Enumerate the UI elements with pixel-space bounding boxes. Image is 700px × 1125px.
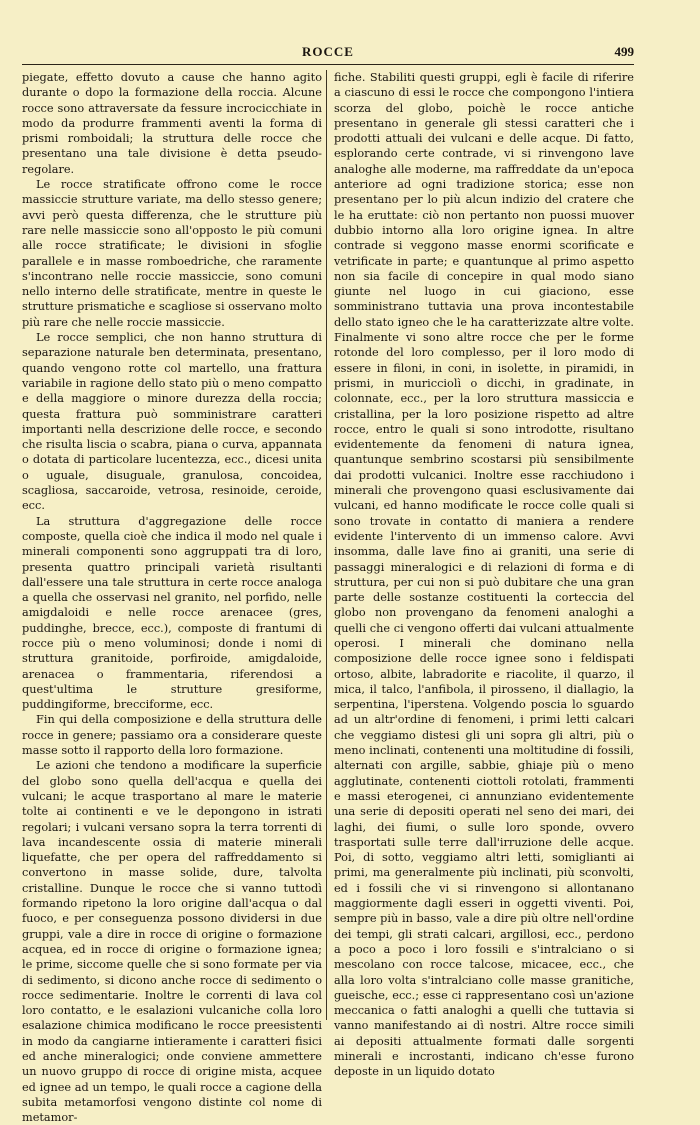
paragraph: Le rocce semplici, che non hanno struttura di separazione naturale ben determinata, presentano, quando vengono rotte col martello, una frattura variabile in ragione dello stato più o meno compatto e della maggiore o minore durezza della roccia; questa frattura può somministrare caratteri importanti nella descrizione delle rocce, e secondo che risulta liscia o scabra, piana o curva, appannata o dotata di particolare lucentezza, ecc., dicesi unita o uguale, disuguale, granulosa, concoidea, scagliosa, saccaroide, vetrosa, resinoide, ceroide, ecc. xyxy=(22,331,322,513)
page-number: 499 xyxy=(614,44,634,59)
paragraph: fiche. Stabiliti questi gruppi, egli è facile di riferire a ciascuno di essi le rocce che compongono l'intiera scorza del globo, poichè le rocce antiche presentano in generale gli stessi caratteri che i prodotti attuali dei vulcani e delle acque. Di fatto, esplorando certe contrade, vi si rinvengono lave analoghe alle moderne, ma raffreddate da un'epoca anteriore ad ogni tradizione storica; esse non presentano per lo più alcun indizio del cratere che le ha eruttate: ciò non pertanto non puossi muover dubbio intorno alla loro origine ignea. In altre contrade si veggono masse enormi scorificate e vetrificate in parte; e quantunque al primo aspetto non sia facile di concepire in qual modo siano giunte nel luogo in cui giaciono, esse somministrano tuttavia una prova incontestabile dello stato igneo che le ha caratterizzate altre volte. Finalmente vi sono altre rocce che per le forme rotonde del loro complesso, per il loro modo di essere in filoni, in coni, in isolette, in piramidi, in prismi, in muricciolì o dicchi, in gradinate, in colonnate, ecc., per la loro struttura massiccia e cristallina, per la loro posizione rispetto ad altre rocce, entro le quali si sono introdotte, risultano evidentemente da fenomeni di natura ignea, quantunque sembrino scostarsi più sensibilmente dai prodotti vulcanici. Inoltre esse racchiudono i minerali che provengono quasi esclusivamente dai vulcani, ed hanno modificate le rocce colle quali si sono trovate in contatto di maniera a rendere evidente l'intervento di un immenso calore. Avvi insomma, dalle lave fino ai graniti, una serie di passaggi mineralogici e di relazioni di forma e di struttura, per cui non si può dubitare che una gran parte delle sostanze costituenti la corteccia del globo non provengano da fenomeni analoghi a quelli che ci vengono offerti dai vulcani attualmente operosi. I minerali che dominano nella composizione delle rocce ignee sono i feldispati ortoso, albite, labradorite e riacolite, il quarzo, il mica, il talco, l'anfibola, il pirosseno, il diallagio, la serpentina, l'iperstena. Volgendo poscia lo sguardo ad un altr'ordine di fenomeni, i primi letti calcari che veggiamo distesi gli uni sopra gli altri, più o meno inclinati, contenenti una moltitudine di fossili, alternati con argille, sabbie, ghiaje più o meno agglutinate, contenenti ciottoli rotolati, frammenti e massi eterogenei, ci annunziano evidentemente una serie di depositi operati nel seno dei mari, dei laghi, dei fiumi, o sulle loro sponde, ovvero trasportati sulle terre dall'irruzione delle acque. Poi, di sotto, veggiamo altri letti, somiglianti ai primi, ma generalmente più inclinati, più sconvolti, ed i fossili che vi si rinvengono si allontanano maggiormente dagli esseri in oggetti viventi. Poi, sempre più in basso, vale a dire più oltre nell'ordine dei tempi, gli strati calcari, argillosi, ecc., perdono a poco a poco i loro fossili e s'intralciano o si mescolano con rocce talcose, micacee, ecc., che alla loro volta s'intralciano colle masse granitiche, gueische, ecc.; esse ci rappresentano così un'azione meccanica o fatti analoghi a quelli che tuttavia si vanno manifestando ai dì nostri. Altre rocce simili ai depositi attualmente formati dalle sorgenti minerali e incrostanti, indicano ch'esse furono deposte in un liquido dotato xyxy=(334,71,634,1079)
paragraph: La struttura d'aggregazione delle rocce composte, quella cioè che indica il modo nel quale i minerali componenti sono aggruppati tra di loro, presenta quattro principali varietà risultanti dall'essere una tale struttura in certe rocce analoga a quella che osservasi nel granito, nel porfido, nelle amigdaloidi e nelle rocce arenacee (gres, puddinghe, brecce, ecc.), composte di frantumi di rocce più o meno voluminosi; donde i nomi di struttura granitoide, porfiroide, amigdaloide, arenacea o frammentaria, riferendosi a quest'ultima le strutture gresiforme, puddingiforme, brecciforme, ecc. xyxy=(22,514,322,712)
paragraph: Le rocce stratificate offrono come le rocce massiccie strutture variate, ma dello stesso genere; avvi però questa differenza, che le strutture più rare nelle massiccie sono all'opposto le più comuni alle rocce stratificate; le divisioni in sfoglie parallele e in masse romboedriche, che raramente s'incontrano nelle roccie massiccie, sono comuni nello interno delle stratificate, mentre in queste le strutture prismatiche e scagliose si osservano molto più rare che nelle roccie massiccie. xyxy=(22,178,322,329)
left-column xyxy=(22,70,322,1125)
header-rule xyxy=(22,64,634,65)
paragraph: piegate, effetto dovuto a cause che hanno agito durante o dopo la formazione della roccia. Alcune rocce sono attraversate da fessure incrocicchiate in modo da produrre frammenti aventi la forma di prismi romboidali; la struttura delle rocce che presentano una tale divisione è detta pseudo-regolare. xyxy=(22,71,322,176)
running-head: ROCCE xyxy=(302,44,354,59)
paragraph: Le azioni che tendono a modificare la superficie del globo sono quella dell'acqua e quella dei vulcani; le acque trasportano al mare le materie tolte ai continenti e ve le depongono in istrati regolari; i vulcani versano sopra la terra torrenti di lava incandescente ossia di materie minerali liquefatte, che per opera del raffreddamento si convertono in masse solide, dure, talvolta cristalline. Dunque le rocce che si vanno tuttodì formando ripetono la loro origine dall'acqua o dal fuoco, e per conseguenza possono dividersi in due gruppi, vale a dire in rocce di origine o formazione acquea, ed in rocce di origine o formazione ignea; le prime, siccome quelle che si sono formate per via di sedimento, si dicono anche rocce di sedimento o rocce sedimentarie. Inoltre le correnti di lava col loro contatto, e le esalazioni vulcaniche colla loro esalazione chimica modificano le rocce preesistenti in modo da cangiarne intieramente i caratteri fisici ed anche mineralogici; onde conviene ammettere un nuovo gruppo di rocce di origine mista, acquee ed ignee ad un tempo, le quali rocce a cagione della subita metamorfosi vengono distinte col nome di metamor- xyxy=(22,759,322,1125)
page-header xyxy=(22,44,634,64)
right-column xyxy=(334,70,634,1079)
paragraph: Fin qui della composizione e della struttura delle rocce in genere; passiamo ora a considerare queste masse sotto il rapporto della loro formazione. xyxy=(22,713,322,758)
column-divider xyxy=(326,70,327,1020)
